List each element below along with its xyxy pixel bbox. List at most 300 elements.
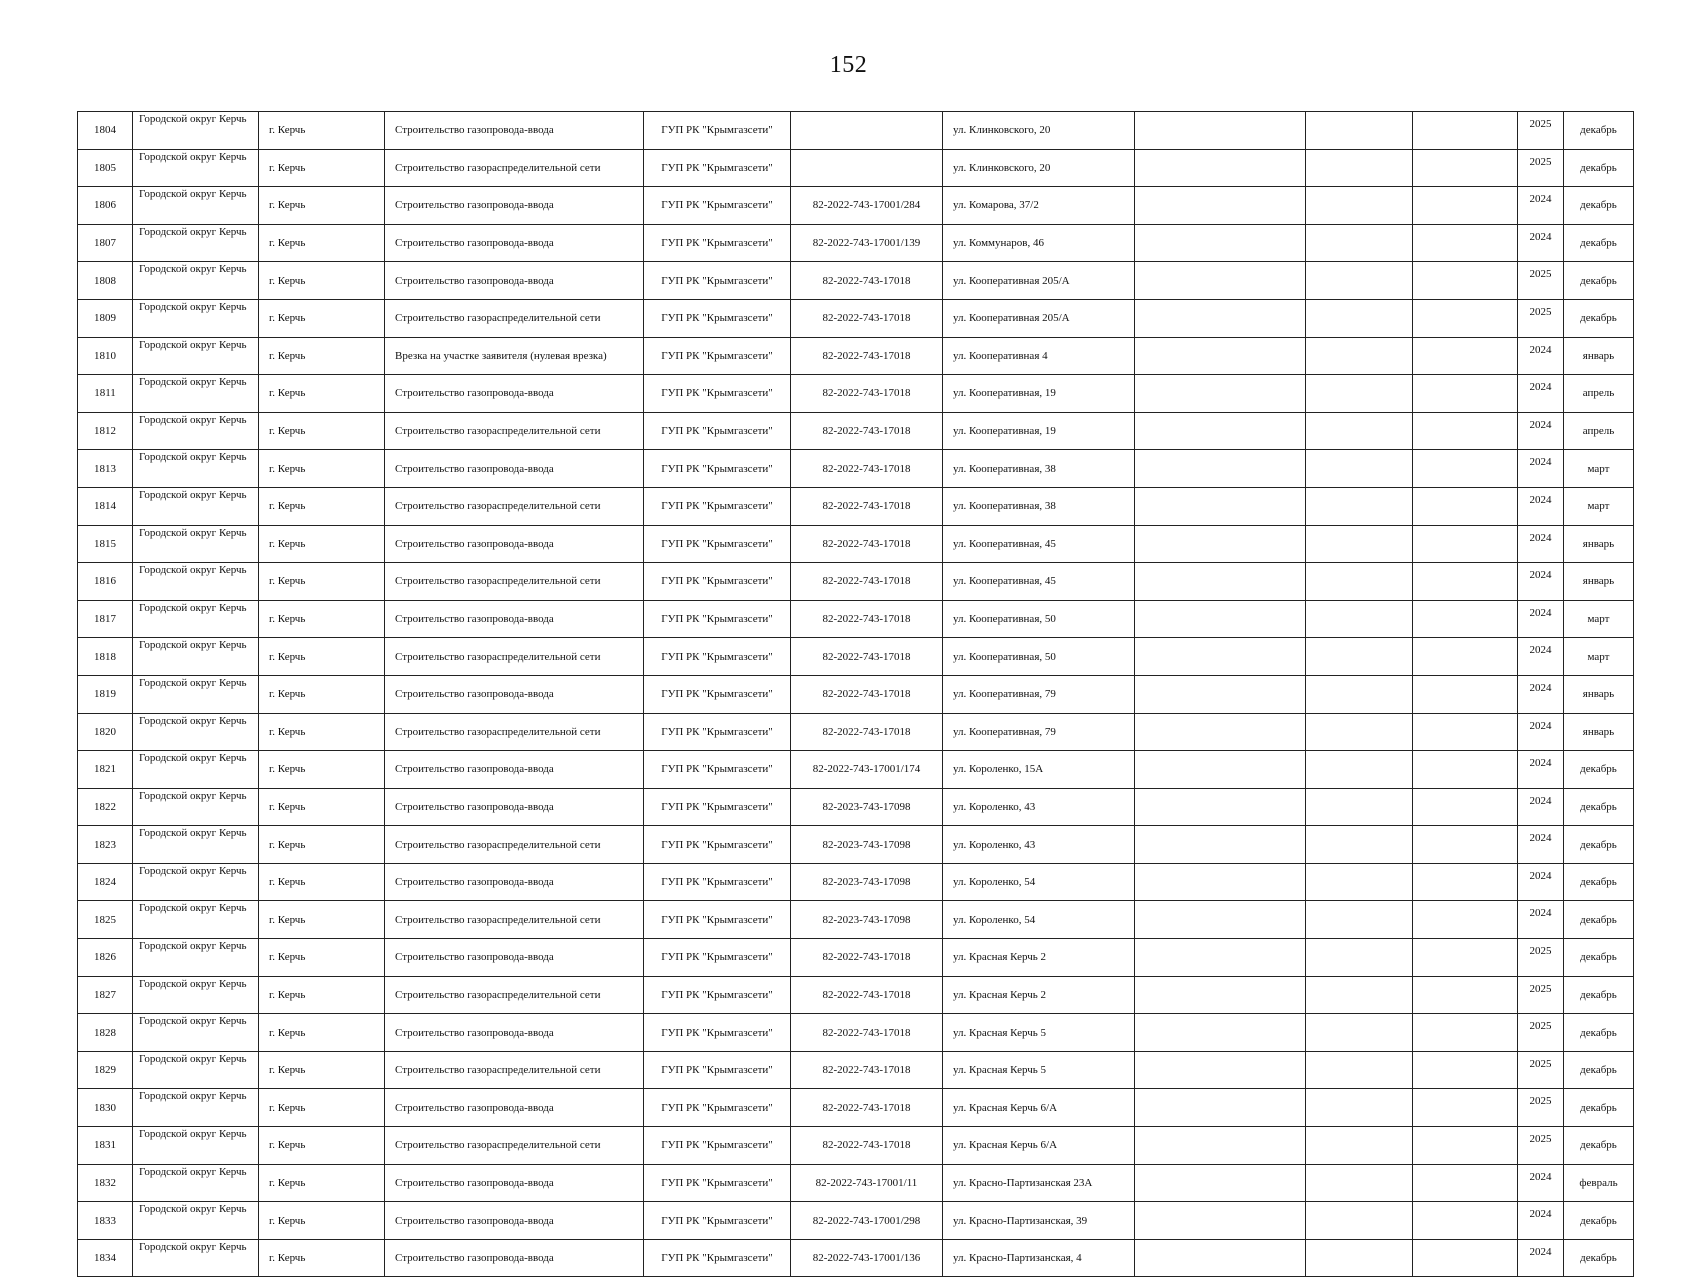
empty-cell	[1306, 863, 1413, 901]
empty-cell	[1135, 563, 1306, 601]
address-cell: ул. Короленко, 43	[943, 826, 1135, 864]
row-number-cell: 1822	[78, 788, 133, 826]
row-number-cell: 1821	[78, 751, 133, 789]
empty-cell	[1306, 1202, 1413, 1240]
city-cell: г. Керчь	[259, 525, 385, 563]
organization-cell: ГУП РК "Крымгазсети"	[644, 1014, 791, 1052]
month-cell: январь	[1564, 713, 1634, 751]
organization-cell: ГУП РК "Крымгазсети"	[644, 863, 791, 901]
empty-cell	[1413, 1127, 1518, 1165]
month-cell: декабрь	[1564, 1127, 1634, 1165]
empty-cell	[1413, 262, 1518, 300]
program-code-cell: 82-2022-743-17018	[791, 563, 943, 601]
address-cell: ул. Красно-Партизанская, 39	[943, 1202, 1135, 1240]
empty-cell	[1306, 337, 1413, 375]
address-cell: ул. Кооперативная, 79	[943, 713, 1135, 751]
work-type-cell: Строительство газопровода-ввода	[385, 600, 644, 638]
program-code-cell: 82-2022-743-17018	[791, 450, 943, 488]
year-cell: 2024	[1518, 412, 1564, 450]
row-number-cell: 1805	[78, 149, 133, 187]
empty-cell	[1135, 863, 1306, 901]
city-cell: г. Керчь	[259, 863, 385, 901]
program-code-cell: 82-2022-743-17001/136	[791, 1239, 943, 1277]
district-cell: Городской округ Керчь	[133, 375, 259, 413]
year-cell: 2024	[1518, 375, 1564, 413]
district-cell: Городской округ Керчь	[133, 337, 259, 375]
empty-cell	[1306, 112, 1413, 150]
empty-cell	[1135, 187, 1306, 225]
program-code-cell: 82-2022-743-17018	[791, 1014, 943, 1052]
row-number-cell: 1814	[78, 487, 133, 525]
organization-cell: ГУП РК "Крымгазсети"	[644, 675, 791, 713]
address-cell: ул. Красная Керчь 2	[943, 976, 1135, 1014]
empty-cell	[1306, 299, 1413, 337]
month-cell: декабрь	[1564, 863, 1634, 901]
empty-cell	[1135, 976, 1306, 1014]
city-cell: г. Керчь	[259, 1239, 385, 1277]
empty-cell	[1135, 525, 1306, 563]
table-row	[78, 826, 1634, 864]
district-cell: Городской округ Керчь	[133, 1239, 259, 1277]
registry-table-body	[78, 112, 1634, 1277]
address-cell: ул. Кооперативная, 79	[943, 675, 1135, 713]
empty-cell	[1135, 112, 1306, 150]
year-cell: 2024	[1518, 337, 1564, 375]
organization-cell: ГУП РК "Крымгазсети"	[644, 262, 791, 300]
city-cell: г. Керчь	[259, 1127, 385, 1165]
address-cell: ул. Красная Керчь 5	[943, 1014, 1135, 1052]
month-cell: декабрь	[1564, 299, 1634, 337]
empty-cell	[1135, 788, 1306, 826]
city-cell: г. Керчь	[259, 299, 385, 337]
month-cell: декабрь	[1564, 187, 1634, 225]
empty-cell	[1306, 224, 1413, 262]
year-cell: 2024	[1518, 1239, 1564, 1277]
organization-cell: ГУП РК "Крымгазсети"	[644, 826, 791, 864]
empty-cell	[1135, 224, 1306, 262]
empty-cell	[1135, 450, 1306, 488]
empty-cell	[1306, 1127, 1413, 1165]
table-row	[78, 1089, 1634, 1127]
month-cell: декабрь	[1564, 224, 1634, 262]
district-cell: Городской округ Керчь	[133, 563, 259, 601]
row-number-cell: 1833	[78, 1202, 133, 1240]
city-cell: г. Керчь	[259, 412, 385, 450]
month-cell: декабрь	[1564, 751, 1634, 789]
empty-cell	[1306, 788, 1413, 826]
work-type-cell: Строительство газопровода-ввода	[385, 863, 644, 901]
month-cell: март	[1564, 600, 1634, 638]
work-type-cell: Строительство газопровода-ввода	[385, 1164, 644, 1202]
empty-cell	[1306, 826, 1413, 864]
program-code-cell: 82-2023-743-17098	[791, 788, 943, 826]
organization-cell: ГУП РК "Крымгазсети"	[644, 412, 791, 450]
row-number-cell: 1810	[78, 337, 133, 375]
organization-cell: ГУП РК "Крымгазсети"	[644, 600, 791, 638]
address-cell: ул. Клинковского, 20	[943, 112, 1135, 150]
row-number-cell: 1827	[78, 976, 133, 1014]
district-cell: Городской округ Керчь	[133, 788, 259, 826]
program-code-cell: 82-2022-743-17001/174	[791, 751, 943, 789]
program-code-cell: 82-2022-743-17018	[791, 939, 943, 977]
row-number-cell: 1817	[78, 600, 133, 638]
table-row	[78, 563, 1634, 601]
organization-cell: ГУП РК "Крымгазсети"	[644, 187, 791, 225]
year-cell: 2024	[1518, 901, 1564, 939]
empty-cell	[1306, 450, 1413, 488]
work-type-cell: Строительство газораспределительной сети	[385, 149, 644, 187]
city-cell: г. Керчь	[259, 976, 385, 1014]
empty-cell	[1413, 563, 1518, 601]
district-cell: Городской округ Керчь	[133, 187, 259, 225]
empty-cell	[1306, 901, 1413, 939]
row-number-cell: 1804	[78, 112, 133, 150]
city-cell: г. Керчь	[259, 187, 385, 225]
organization-cell: ГУП РК "Крымгазсети"	[644, 751, 791, 789]
empty-cell	[1135, 299, 1306, 337]
district-cell: Городской округ Керчь	[133, 1051, 259, 1089]
empty-cell	[1135, 638, 1306, 676]
empty-cell	[1306, 525, 1413, 563]
district-cell: Городской округ Керчь	[133, 450, 259, 488]
table-row	[78, 675, 1634, 713]
work-type-cell: Строительство газораспределительной сети	[385, 713, 644, 751]
row-number-cell: 1829	[78, 1051, 133, 1089]
table-row	[78, 1164, 1634, 1202]
row-number-cell: 1815	[78, 525, 133, 563]
address-cell: ул. Кооперативная, 38	[943, 487, 1135, 525]
district-cell: Городской округ Керчь	[133, 1089, 259, 1127]
organization-cell: ГУП РК "Крымгазсети"	[644, 788, 791, 826]
organization-cell: ГУП РК "Крымгазсети"	[644, 1051, 791, 1089]
city-cell: г. Керчь	[259, 751, 385, 789]
city-cell: г. Керчь	[259, 563, 385, 601]
city-cell: г. Керчь	[259, 337, 385, 375]
program-code-cell: 82-2022-743-17018	[791, 487, 943, 525]
address-cell: ул. Красная Керчь 5	[943, 1051, 1135, 1089]
empty-cell	[1413, 751, 1518, 789]
empty-cell	[1135, 1014, 1306, 1052]
district-cell: Городской округ Керчь	[133, 675, 259, 713]
city-cell: г. Керчь	[259, 713, 385, 751]
row-number-cell: 1824	[78, 863, 133, 901]
address-cell: ул. Клинковского, 20	[943, 149, 1135, 187]
program-code-cell: 82-2022-743-17018	[791, 299, 943, 337]
month-cell: декабрь	[1564, 1051, 1634, 1089]
program-code-cell: 82-2023-743-17098	[791, 826, 943, 864]
organization-cell: ГУП РК "Крымгазсети"	[644, 487, 791, 525]
work-type-cell: Строительство газопровода-ввода	[385, 675, 644, 713]
empty-cell	[1413, 224, 1518, 262]
work-type-cell: Строительство газопровода-ввода	[385, 112, 644, 150]
month-cell: декабрь	[1564, 149, 1634, 187]
program-code-cell: 82-2022-743-17018	[791, 337, 943, 375]
district-cell: Городской округ Керчь	[133, 713, 259, 751]
district-cell: Городской округ Керчь	[133, 600, 259, 638]
empty-cell	[1135, 751, 1306, 789]
work-type-cell: Строительство газопровода-ввода	[385, 788, 644, 826]
address-cell: ул. Красная Керчь 2	[943, 939, 1135, 977]
month-cell: февраль	[1564, 1164, 1634, 1202]
program-code-cell: 82-2022-743-17001/284	[791, 187, 943, 225]
empty-cell	[1413, 1164, 1518, 1202]
empty-cell	[1135, 1164, 1306, 1202]
month-cell: декабрь	[1564, 901, 1634, 939]
work-type-cell: Строительство газораспределительной сети	[385, 901, 644, 939]
organization-cell: ГУП РК "Крымгазсети"	[644, 638, 791, 676]
empty-cell	[1135, 826, 1306, 864]
empty-cell	[1306, 675, 1413, 713]
program-code-cell: 82-2023-743-17098	[791, 901, 943, 939]
month-cell: декабрь	[1564, 826, 1634, 864]
table-row	[78, 939, 1634, 977]
month-cell: январь	[1564, 337, 1634, 375]
empty-cell	[1135, 375, 1306, 413]
work-type-cell: Строительство газопровода-ввода	[385, 1202, 644, 1240]
empty-cell	[1413, 1202, 1518, 1240]
empty-cell	[1413, 450, 1518, 488]
year-cell: 2024	[1518, 450, 1564, 488]
program-code-cell	[791, 149, 943, 187]
program-code-cell: 82-2022-743-17018	[791, 1089, 943, 1127]
table-row	[78, 149, 1634, 187]
program-code-cell: 82-2022-743-17001/139	[791, 224, 943, 262]
district-cell: Городской округ Керчь	[133, 901, 259, 939]
organization-cell: ГУП РК "Крымгазсети"	[644, 1202, 791, 1240]
table-row	[78, 1051, 1634, 1089]
empty-cell	[1413, 675, 1518, 713]
city-cell: г. Керчь	[259, 826, 385, 864]
month-cell: апрель	[1564, 375, 1634, 413]
work-type-cell: Строительство газопровода-ввода	[385, 262, 644, 300]
district-cell: Городской округ Керчь	[133, 112, 259, 150]
empty-cell	[1413, 412, 1518, 450]
address-cell: ул. Красно-Партизанская 23А	[943, 1164, 1135, 1202]
row-number-cell: 1807	[78, 224, 133, 262]
address-cell: ул. Коммунаров, 46	[943, 224, 1135, 262]
table-row	[78, 375, 1634, 413]
table-row	[78, 638, 1634, 676]
work-type-cell: Строительство газопровода-ввода	[385, 525, 644, 563]
address-cell: ул. Кооперативная 4	[943, 337, 1135, 375]
row-number-cell: 1820	[78, 713, 133, 751]
empty-cell	[1306, 375, 1413, 413]
table-row	[78, 187, 1634, 225]
address-cell: ул. Кооперативная 205/А	[943, 262, 1135, 300]
month-cell: март	[1564, 450, 1634, 488]
city-cell: г. Керчь	[259, 1164, 385, 1202]
empty-cell	[1413, 901, 1518, 939]
address-cell: ул. Кооперативная, 45	[943, 563, 1135, 601]
organization-cell: ГУП РК "Крымгазсети"	[644, 450, 791, 488]
month-cell: декабрь	[1564, 976, 1634, 1014]
empty-cell	[1306, 1239, 1413, 1277]
empty-cell	[1413, 187, 1518, 225]
table-row	[78, 224, 1634, 262]
district-cell: Городской округ Керчь	[133, 1127, 259, 1165]
year-cell: 2024	[1518, 713, 1564, 751]
row-number-cell: 1809	[78, 299, 133, 337]
month-cell: декабрь	[1564, 1239, 1634, 1277]
empty-cell	[1413, 299, 1518, 337]
program-code-cell: 82-2022-743-17001/298	[791, 1202, 943, 1240]
city-cell: г. Керчь	[259, 487, 385, 525]
organization-cell: ГУП РК "Крымгазсети"	[644, 1164, 791, 1202]
empty-cell	[1413, 487, 1518, 525]
organization-cell: ГУП РК "Крымгазсети"	[644, 563, 791, 601]
city-cell: г. Керчь	[259, 375, 385, 413]
empty-cell	[1135, 1127, 1306, 1165]
work-type-cell: Строительство газопровода-ввода	[385, 939, 644, 977]
empty-cell	[1306, 563, 1413, 601]
address-cell: ул. Короленко, 54	[943, 863, 1135, 901]
district-cell: Городской округ Керчь	[133, 262, 259, 300]
month-cell: декабрь	[1564, 788, 1634, 826]
empty-cell	[1413, 112, 1518, 150]
work-type-cell: Строительство газопровода-ввода	[385, 751, 644, 789]
empty-cell	[1413, 600, 1518, 638]
year-cell: 2024	[1518, 563, 1564, 601]
empty-cell	[1413, 1051, 1518, 1089]
program-code-cell: 82-2022-743-17018	[791, 675, 943, 713]
year-cell: 2025	[1518, 149, 1564, 187]
address-cell: ул. Кооперативная, 50	[943, 638, 1135, 676]
table-row	[78, 863, 1634, 901]
year-cell: 2024	[1518, 187, 1564, 225]
work-type-cell: Врезка на участке заявителя (нулевая врезка)	[385, 337, 644, 375]
table-row	[78, 337, 1634, 375]
row-number-cell: 1828	[78, 1014, 133, 1052]
work-type-cell: Строительство газопровода-ввода	[385, 375, 644, 413]
year-cell: 2025	[1518, 1051, 1564, 1089]
year-cell: 2024	[1518, 826, 1564, 864]
work-type-cell: Строительство газораспределительной сети	[385, 487, 644, 525]
empty-cell	[1413, 1089, 1518, 1127]
month-cell: декабрь	[1564, 262, 1634, 300]
address-cell: ул. Короленко, 43	[943, 788, 1135, 826]
month-cell: март	[1564, 487, 1634, 525]
empty-cell	[1413, 1239, 1518, 1277]
row-number-cell: 1816	[78, 563, 133, 601]
city-cell: г. Керчь	[259, 112, 385, 150]
empty-cell	[1135, 487, 1306, 525]
row-number-cell: 1811	[78, 375, 133, 413]
organization-cell: ГУП РК "Крымгазсети"	[644, 224, 791, 262]
city-cell: г. Керчь	[259, 1014, 385, 1052]
table-row	[78, 112, 1634, 150]
year-cell: 2024	[1518, 525, 1564, 563]
row-number-cell: 1823	[78, 826, 133, 864]
work-type-cell: Строительство газораспределительной сети	[385, 826, 644, 864]
registry-table	[77, 111, 1634, 1277]
empty-cell	[1413, 939, 1518, 977]
district-cell: Городской округ Керчь	[133, 525, 259, 563]
year-cell: 2024	[1518, 487, 1564, 525]
row-number-cell: 1806	[78, 187, 133, 225]
city-cell: г. Керчь	[259, 939, 385, 977]
district-cell: Городской округ Керчь	[133, 638, 259, 676]
month-cell: декабрь	[1564, 112, 1634, 150]
month-cell: апрель	[1564, 412, 1634, 450]
month-cell: декабрь	[1564, 1089, 1634, 1127]
program-code-cell	[791, 112, 943, 150]
year-cell: 2025	[1518, 1089, 1564, 1127]
empty-cell	[1413, 525, 1518, 563]
year-cell: 2024	[1518, 863, 1564, 901]
district-cell: Городской округ Керчь	[133, 751, 259, 789]
city-cell: г. Керчь	[259, 262, 385, 300]
year-cell: 2024	[1518, 600, 1564, 638]
organization-cell: ГУП РК "Крымгазсети"	[644, 976, 791, 1014]
year-cell: 2024	[1518, 224, 1564, 262]
month-cell: январь	[1564, 675, 1634, 713]
district-cell: Городской округ Керчь	[133, 1202, 259, 1240]
work-type-cell: Строительство газопровода-ввода	[385, 224, 644, 262]
empty-cell	[1135, 675, 1306, 713]
empty-cell	[1135, 1089, 1306, 1127]
work-type-cell: Строительство газораспределительной сети	[385, 412, 644, 450]
page-number: 152	[829, 52, 868, 78]
month-cell: декабрь	[1564, 1202, 1634, 1240]
empty-cell	[1135, 337, 1306, 375]
work-type-cell: Строительство газопровода-ввода	[385, 1089, 644, 1127]
city-cell: г. Керчь	[259, 1089, 385, 1127]
empty-cell	[1306, 638, 1413, 676]
table-row	[78, 901, 1634, 939]
district-cell: Городской округ Керчь	[133, 939, 259, 977]
empty-cell	[1306, 262, 1413, 300]
organization-cell: ГУП РК "Крымгазсети"	[644, 149, 791, 187]
address-cell: ул. Кооперативная 205/А	[943, 299, 1135, 337]
address-cell: ул. Короленко, 54	[943, 901, 1135, 939]
empty-cell	[1306, 939, 1413, 977]
empty-cell	[1306, 1014, 1413, 1052]
empty-cell	[1135, 713, 1306, 751]
table-row	[78, 751, 1634, 789]
district-cell: Городской округ Керчь	[133, 976, 259, 1014]
city-cell: г. Керчь	[259, 1202, 385, 1240]
city-cell: г. Керчь	[259, 149, 385, 187]
year-cell: 2025	[1518, 976, 1564, 1014]
work-type-cell: Строительство газораспределительной сети	[385, 638, 644, 676]
organization-cell: ГУП РК "Крымгазсети"	[644, 337, 791, 375]
city-cell: г. Керчь	[259, 224, 385, 262]
program-code-cell: 82-2022-743-17018	[791, 600, 943, 638]
table-row	[78, 600, 1634, 638]
address-cell: ул. Красно-Партизанская, 4	[943, 1239, 1135, 1277]
empty-cell	[1413, 1014, 1518, 1052]
district-cell: Городской округ Керчь	[133, 863, 259, 901]
district-cell: Городской округ Керчь	[133, 826, 259, 864]
row-number-cell: 1831	[78, 1127, 133, 1165]
organization-cell: ГУП РК "Крымгазсети"	[644, 525, 791, 563]
empty-cell	[1413, 638, 1518, 676]
program-code-cell: 82-2022-743-17018	[791, 1127, 943, 1165]
table-row	[78, 525, 1634, 563]
table-row	[78, 1014, 1634, 1052]
row-number-cell: 1813	[78, 450, 133, 488]
empty-cell	[1306, 600, 1413, 638]
year-cell: 2024	[1518, 751, 1564, 789]
district-cell: Городской округ Керчь	[133, 412, 259, 450]
row-number-cell: 1826	[78, 939, 133, 977]
organization-cell: ГУП РК "Крымгазсети"	[644, 1127, 791, 1165]
address-cell: ул. Кооперативная, 19	[943, 412, 1135, 450]
city-cell: г. Керчь	[259, 901, 385, 939]
empty-cell	[1306, 1051, 1413, 1089]
address-cell: ул. Короленко, 15А	[943, 751, 1135, 789]
empty-cell	[1135, 1239, 1306, 1277]
